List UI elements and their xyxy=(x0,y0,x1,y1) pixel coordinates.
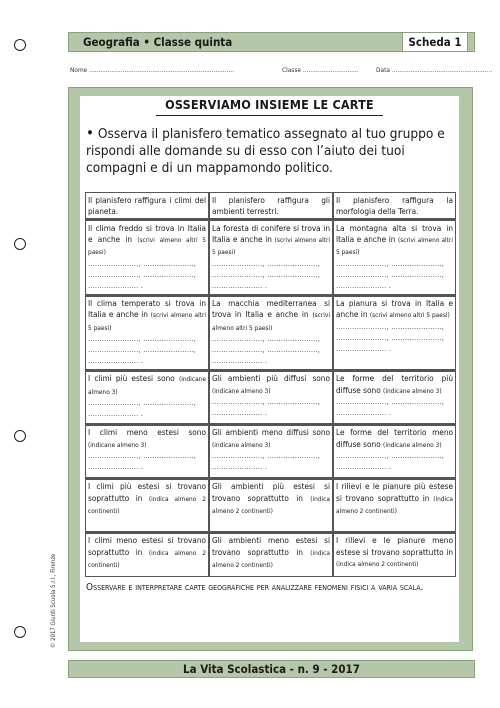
answer-line[interactable]: ......................, ......................, xyxy=(88,398,197,407)
answer-line[interactable]: ...................... . xyxy=(212,281,268,290)
question-hint: (scrivi almeno altri 5 paesi) xyxy=(88,236,206,257)
question-hint: (scrivi almeno altri 5 paesi) xyxy=(336,236,454,257)
table-cell[interactable] xyxy=(209,370,333,424)
answer-line[interactable]: ......................, ......................, xyxy=(212,259,321,268)
answer-line[interactable]: ......................, ......................, xyxy=(336,259,445,268)
answer-line[interactable]: ......................, ......................, xyxy=(88,270,197,279)
answer-line[interactable]: ......................, ......................, xyxy=(88,259,197,268)
answer-line[interactable]: ......................, ......................, xyxy=(212,397,321,406)
question-text: I rilievi e le pianure più estese si trovano soprattutto in xyxy=(336,481,453,503)
answer-line[interactable]: ......................, ......................, xyxy=(88,345,197,354)
table-cell[interactable] xyxy=(85,192,209,219)
question-text: Gli ambienti meno diffusi sono xyxy=(212,427,330,438)
question-text: La foresta di conifere si trova in Italia e anche in xyxy=(212,222,330,245)
learning-objective: Osservare e interpretare carte geografiche per analizzare fenomeni fisici a varia scala. xyxy=(86,582,424,593)
question-text: I climi meno estesi si trovano soprattutto in xyxy=(88,535,206,557)
subject-label: Geografia • Classe quinta xyxy=(83,35,233,49)
answer-line[interactable]: ...................... . xyxy=(336,462,392,471)
answer-line[interactable]: ......................, ......................, xyxy=(212,345,321,354)
table-cell[interactable] xyxy=(209,219,333,294)
question-hint: (indicane almeno 3) xyxy=(212,440,271,449)
table-cell[interactable] xyxy=(209,478,333,532)
table-row xyxy=(85,219,456,294)
question-text: Gli ambienti meno estesi si trovano soprattutto in xyxy=(212,535,330,557)
header-bar xyxy=(68,32,475,52)
question-text: Il planisfero raffigura i climi del pianeta. xyxy=(88,194,206,216)
question-hint: (indicane almeno 3) xyxy=(88,375,206,396)
answer-line[interactable]: ......................, ......................, xyxy=(212,270,321,279)
table-cell[interactable] xyxy=(333,295,456,370)
page-title: OSSERVIAMO INSIEME LE CARTE xyxy=(165,97,374,112)
table-cell[interactable] xyxy=(209,192,333,219)
question-hint: (scrivi almeno altri 5 paesi) xyxy=(88,311,207,332)
answer-line[interactable]: ......................, ......................, xyxy=(336,270,445,279)
table-cell[interactable] xyxy=(333,532,456,577)
question-text: I rilievi e le pianure meno estese si trovano soprattutto in xyxy=(336,535,453,557)
table-cell[interactable] xyxy=(333,192,456,219)
answer-line[interactable]: ......................, ......................, xyxy=(88,451,197,460)
table-cell[interactable] xyxy=(85,370,209,424)
binder-hole-1 xyxy=(14,39,26,51)
question-hint: (indica almeno 2 continenti) xyxy=(336,559,419,568)
table-cell[interactable] xyxy=(209,424,333,478)
question-text: Le forme del territorio meno diffuse sono xyxy=(336,427,453,449)
answer-line[interactable]: ...................... . xyxy=(88,409,144,418)
table-row xyxy=(85,424,456,478)
question-text: Le forme del territorio più diffuse sono xyxy=(336,373,453,395)
answer-line[interactable]: ...................... . xyxy=(212,462,268,471)
question-hint: (scrivi almeno altri 5 paesi) xyxy=(369,311,450,320)
answer-line[interactable]: ...................... . xyxy=(88,357,144,366)
answer-line[interactable]: ...................... . xyxy=(212,357,268,366)
table-cell[interactable] xyxy=(333,478,456,532)
question-text: Il clima freddo si trova in Italia e anche in xyxy=(88,222,206,245)
answer-line[interactable]: ...................... . xyxy=(88,281,144,290)
answer-line[interactable]: ...................... . xyxy=(336,281,392,290)
sheet-label: Scheda 1 xyxy=(402,32,468,52)
instructions-text: Osserva il planisfero tematico assegnato al tuo gruppo e rispondi alle domande su di esso con l’aiuto dei tuoi compagni e di un mappamondo politico. xyxy=(86,126,445,176)
table-cell[interactable] xyxy=(85,532,209,577)
table-row xyxy=(85,295,456,370)
answer-line[interactable]: ...................... . xyxy=(88,462,144,471)
question-text: Gli ambienti più estesi si trovano soprattutto in xyxy=(212,481,330,503)
instructions xyxy=(86,125,456,176)
table-cell[interactable] xyxy=(333,219,456,294)
table-cell[interactable] xyxy=(85,478,209,532)
worksheet-table xyxy=(85,192,456,577)
question-hint: (indica almeno 2 continenti) xyxy=(88,494,206,515)
table-cell[interactable] xyxy=(85,424,209,478)
question-hint: (indicane almeno 3) xyxy=(383,440,442,449)
question-text: I climi meno estesi sono xyxy=(88,427,206,438)
question-text: La pianura si trova in Italia e anche in xyxy=(336,298,453,320)
question-text: La macchia mediterranea si trova in Italia e anche in xyxy=(212,298,330,320)
binder-hole-4 xyxy=(14,626,26,638)
question-text: Il planisfero raffigura gli ambienti terrestri. xyxy=(212,194,330,216)
question-hint: (indica almeno 2 continenti) xyxy=(212,548,330,569)
binder-hole-3 xyxy=(14,430,26,442)
question-text: Il planisfero raffigura la morfologia della Terra. xyxy=(336,194,453,216)
answer-line[interactable]: ......................, ......................, xyxy=(336,322,445,331)
answer-line[interactable]: ......................, ......................, xyxy=(88,334,197,343)
class-field[interactable]: Classe .............................. xyxy=(282,66,359,74)
question-text: I climi più estesi si trovano soprattutto in xyxy=(88,481,206,503)
footer-bar xyxy=(68,660,475,678)
question-text: I climi più estesi sono xyxy=(88,373,179,384)
answer-line[interactable]: ...................... . xyxy=(212,408,268,417)
answer-line[interactable]: ......................, ......................, xyxy=(212,334,321,343)
table-row xyxy=(85,478,456,532)
table-cell[interactable] xyxy=(209,532,333,577)
answer-line[interactable]: ...................... . xyxy=(336,344,392,353)
table-cell[interactable] xyxy=(333,370,456,424)
question-text: La montagna alta si trova in Italia e anche in xyxy=(336,222,453,245)
copyright-text: © 2017 Giunti Scuola S.r.l., Firenze xyxy=(50,553,57,648)
answer-line[interactable]: ......................, ......................, xyxy=(336,397,445,406)
title-underline xyxy=(156,115,383,116)
answer-line[interactable]: ...................... . xyxy=(336,408,392,417)
question-hint: (indica almeno 2 continenti) xyxy=(212,494,330,515)
answer-line[interactable]: ......................, ......................, xyxy=(212,451,321,460)
question-hint: (scrivi almeno altri 5 paesi) xyxy=(212,236,331,257)
table-row xyxy=(85,370,456,424)
answer-line[interactable]: ......................, ......................, xyxy=(336,333,445,342)
question-hint: (indicane almeno 3) xyxy=(383,386,442,395)
content-panel xyxy=(80,96,459,642)
table-cell[interactable] xyxy=(209,295,333,370)
question-text: Il clima temperato si trova in Italia e anche in xyxy=(88,298,206,320)
bullet-icon: • xyxy=(86,124,94,142)
question-hint: (indicane almeno 3) xyxy=(212,386,271,395)
name-field[interactable]: Nome .............................................................................. xyxy=(70,66,234,74)
question-hint: (indica almeno 2 continenti) xyxy=(88,548,206,569)
question-text: Gli ambienti più diffusi sono xyxy=(212,373,330,384)
date-field[interactable]: Data ...................................................... xyxy=(376,66,493,74)
table-cell[interactable] xyxy=(85,219,209,294)
question-hint: (indicane almeno 3) xyxy=(88,440,147,449)
footer-label: La Vita Scolastica - n. 9 - 2017 xyxy=(183,662,360,676)
table-row xyxy=(85,532,456,577)
table-row xyxy=(85,192,456,219)
table-cell[interactable] xyxy=(85,295,209,370)
binder-hole-2 xyxy=(14,238,26,250)
answer-line[interactable]: ......................, ......................, xyxy=(336,451,445,460)
question-hint: (scrivi almeno altri 5 paesi) xyxy=(212,311,330,332)
table-cell[interactable] xyxy=(333,424,456,478)
question-hint: (indica almeno 2 continenti) xyxy=(336,494,453,515)
